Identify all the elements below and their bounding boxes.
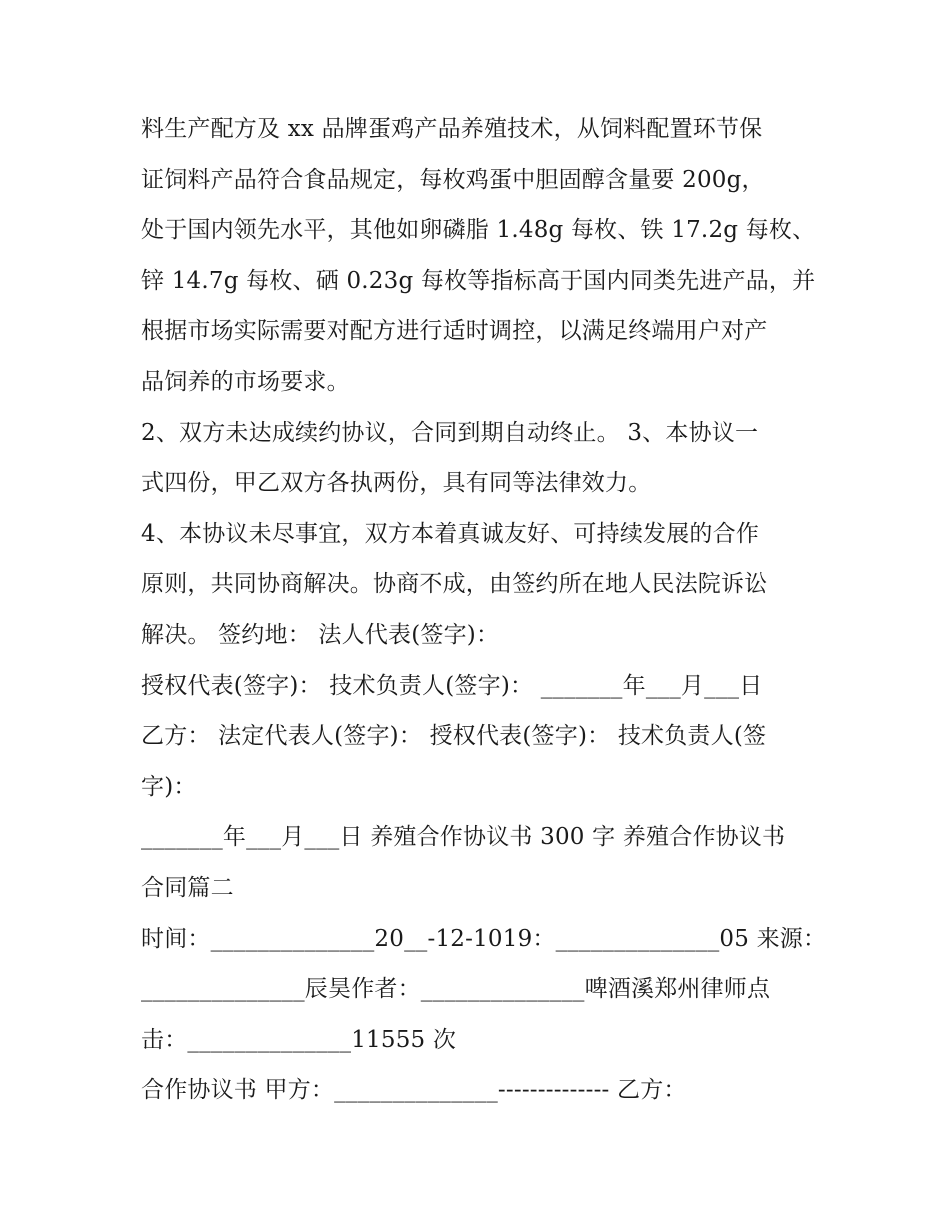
text-line: 4、本协议未尽事宜，双方本着真诚友好、可持续发展的合作 bbox=[141, 520, 760, 547]
text-line: 品饲养的市场要求。 bbox=[141, 368, 350, 395]
text-line: 料生产配方及 xx 品牌蛋鸡产品养殖技术，从饲料配置环节保 bbox=[141, 116, 763, 142]
text-line: 根据市场实际需要对配方进行适时调控，以满足终端用户对产 bbox=[141, 318, 768, 345]
text-line: 字)： bbox=[141, 773, 197, 800]
text-line: 击：______________11555 次 bbox=[141, 1026, 457, 1053]
text-line: 式四份，甲乙双方各执两份，具有同等法律效力。 bbox=[141, 470, 652, 497]
text-line: ______________辰昊作者：______________啤酒溪郑州律师点 bbox=[141, 976, 771, 1003]
text-line: 2、双方未达成续约协议，合同到期自动终止。 3、本协议一 bbox=[141, 419, 759, 446]
text-line: 锌 14.7g 每枚、硒 0.23g 每枚等指标高于国内同类先进产品，并 bbox=[141, 267, 816, 294]
text-line: 时间：______________20__-12-1019：______________05 来源： bbox=[141, 925, 827, 952]
text-line: 合作协议书 甲方：______________-------------- 乙方： bbox=[141, 1077, 687, 1104]
text-line: 乙方： 法定代表人(签字)： 授权代表(签字)： 技术负责人(签 bbox=[141, 723, 767, 750]
text-line: 解决。 签约地： 法人代表(签字)： bbox=[141, 621, 500, 648]
text-line: 证饲料产品符合食品规定，每枚鸡蛋中胆固醇含量要 200g， bbox=[141, 166, 765, 193]
text-line: _______年___月___日 养殖合作协议书 300 字 养殖合作协议书 bbox=[141, 824, 786, 851]
text-line: 原则，共同协商解决。协商不成，由签约所在地人民法院诉讼 bbox=[141, 571, 768, 598]
document-page bbox=[141, 104, 827, 1116]
text-line: 处于国内领先水平，其他如卵磷脂 1.48g 每枚、铁 17.2g 每枚、 bbox=[141, 217, 816, 244]
text-line: 授权代表(签字)： 技术负责人(签字)： _______年___月___日 bbox=[141, 672, 763, 699]
text-line: 合同篇二 bbox=[141, 874, 234, 901]
